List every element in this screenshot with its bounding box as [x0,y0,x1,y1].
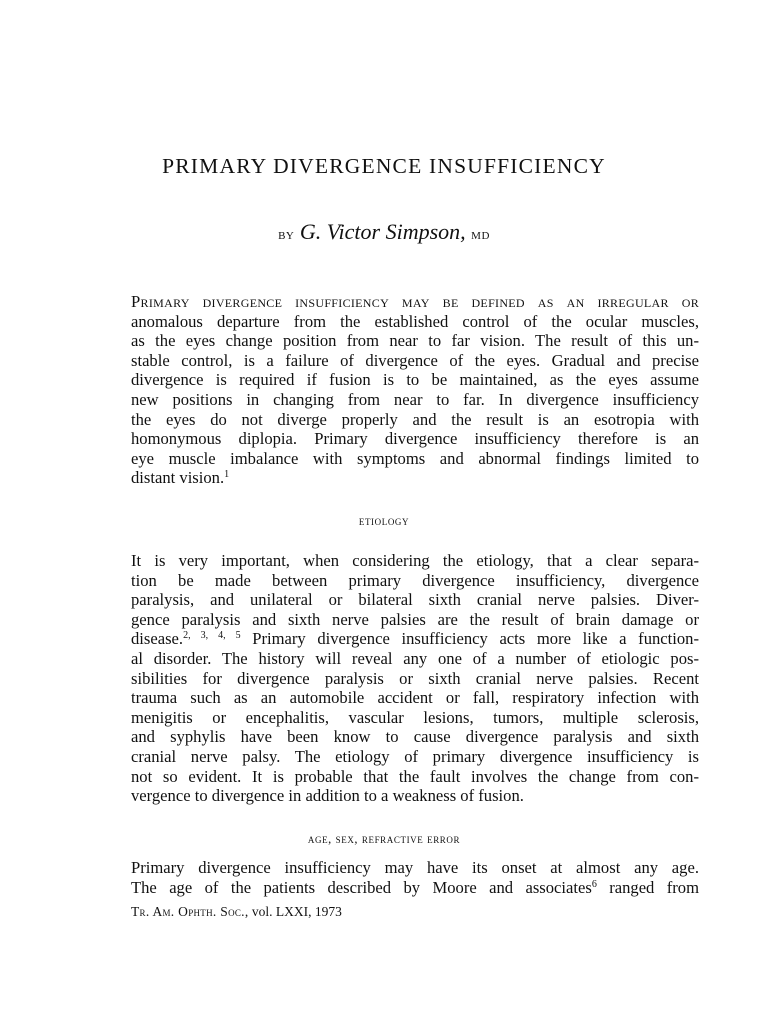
footnote-ref: 2, 3, 4, 5 [183,630,241,642]
text-line: new positions in changing from near to far. In divergence insufficiency [131,389,699,409]
text-line: stable control, is a failure of divergence of the eyes. Gradual and precise [131,350,699,370]
text-line: gence paralysis and sixth nerve palsies are the result of brain damage or [131,609,699,629]
text-line: al disorder. The history will reveal any one of a number of etiologic pos- [131,648,699,668]
text-line: Primary divergence insufficiency may have its onset at almost any age. [131,858,699,877]
byline-by: by [278,226,295,243]
text-fragment: distant vision. [131,468,225,488]
text-line [131,629,699,649]
text-line: vergence to divergence in addition to a weakness of fusion. [131,786,524,806]
section-heading-etiology: etiology [358,514,410,528]
etiology-paragraph [131,551,699,806]
text-line: the eyes do not diverge properly and the result is an esotropia with [131,409,699,429]
text-fragment: Primary divergence insufficiency acts more like a function- [240,629,699,649]
intro-paragraph [131,292,699,488]
footnote-ref: 1 [224,469,230,481]
text-line: It is very important, when considering the etiology, that a clear separa- [131,551,699,570]
footnote-ref: 6 [591,878,597,890]
text-line: as the eyes change position from near to far vision. The result of this un- [131,331,699,351]
text-fragment: ranged from [596,877,700,897]
text-line [131,468,699,488]
text-line: menigitis or encephalitis, vascular lesions, tumors, multiple sclerosis, [131,707,699,727]
section-heading-age-sex-refractive-error: age, sex, refractive error [307,832,461,846]
text-fragment: disease. [131,629,184,649]
text-line: homonymous diplopia. Primary divergence insufficiency therefore is an [131,429,699,449]
text-line: divergence is required if fusion is to be maintained, as the eyes assume [131,370,699,390]
text-line: trauma such as an automobile accident or fall, respiratory infection with [131,688,699,708]
journal-citation [131,904,342,920]
text-line: tion be made between primary divergence insufficiency, divergence [131,570,699,590]
text-line: paralysis, and unilateral or bilateral sixth cranial nerve palsies. Diver- [131,590,699,610]
text-fragment: The age of the patients described by Moore and associates [131,877,592,897]
article-title: PRIMARY DIVERGENCE INSUFFICIENCY [162,154,606,178]
journal-name: Tr. Am. Ophth. Soc., [131,904,249,919]
text-line [131,878,699,898]
age-paragraph [131,858,699,897]
text-line: cranial nerve palsy. The etiology of primary divergence insufficiency is [131,746,699,766]
journal-volume: vol. LXXI, 1973 [248,904,342,919]
text-line: sibilities for divergence paralysis or sixth cranial nerve palsies. Recent [131,668,699,688]
author-degree: md [471,226,490,243]
byline [0,219,768,245]
author-name: G. Victor Simpson, [299,219,466,244]
text-line: anomalous departure from the established control of the ocular muscles, [131,311,699,331]
text-line: and syphylis have been know to cause divergence paralysis and sixth [131,727,699,747]
text-line: Primary divergence insufficiency may be defined as an irregular or [131,292,699,311]
text-line: eye muscle imbalance with symptoms and abnormal findings limited to [131,448,699,468]
text-line: not so evident. It is probable that the fault involves the change from con- [131,766,699,786]
